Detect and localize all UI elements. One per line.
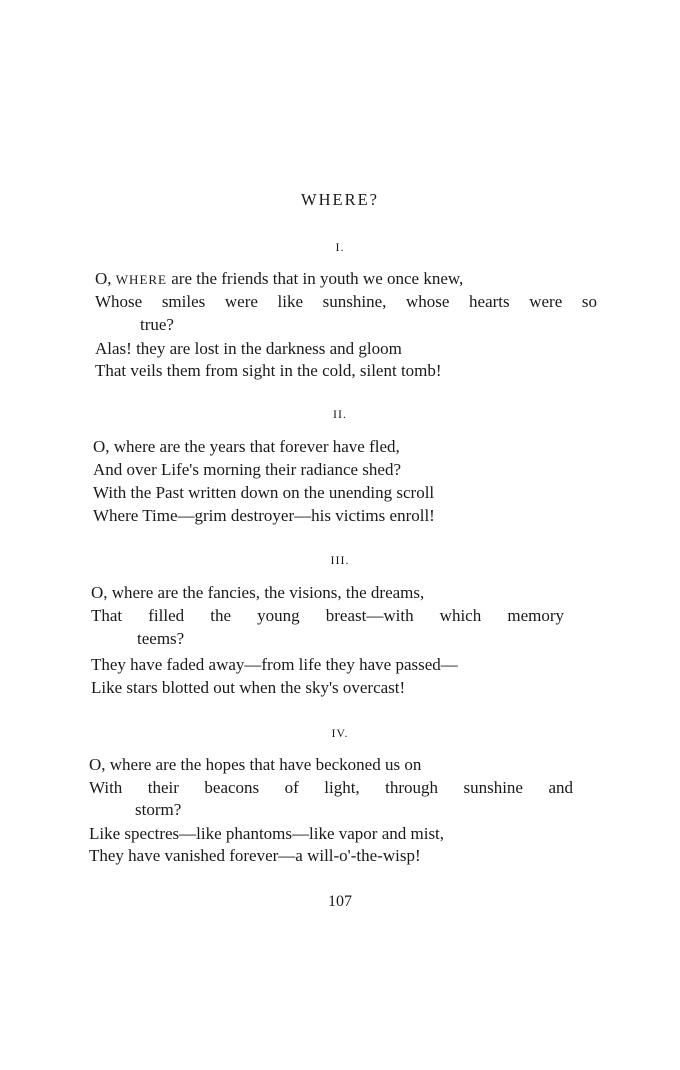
- stanza-1-line-3: true?: [140, 315, 174, 334]
- stanza-1-line-2: Whose smiles were like sunshine, whose hearts were so: [95, 292, 597, 311]
- stanza-2-line-3: With the Past written down on the unending scroll: [93, 483, 435, 502]
- stanza-3-line-3: teems?: [137, 629, 185, 648]
- stanza-4-line-3: storm?: [135, 800, 182, 819]
- stanza-4-line-4: Like spectres—like phantoms—like vapor and mist,: [89, 824, 445, 843]
- page-number: 107: [328, 893, 352, 910]
- stanza-3-line-2: That filled the young breast—with which memory: [91, 606, 564, 625]
- stanza-1-line-5: That veils them from sight in the cold, silent tomb!: [95, 361, 442, 380]
- stanza-2-line-4: Where Time—grim destroyer—his victims enroll!: [93, 506, 435, 525]
- stanza-number-1: I.: [335, 240, 345, 254]
- stanza-3-line-4: They have faded away—from life they have passed—: [91, 655, 458, 674]
- stanza-3-line-1: O, where are the fancies, the visions, the dreams,: [91, 583, 425, 602]
- poem-title: WHERE?: [301, 190, 379, 209]
- stanza-4-line-5: They have vanished forever—a will-o'-the-wisp!: [89, 846, 421, 865]
- stanza-2-line-1: O, where are the years that forever have fled,: [93, 437, 400, 456]
- stanza-4-line-1: O, where are the hopes that have beckoned us on: [89, 755, 422, 774]
- line-lead: O,: [95, 269, 116, 288]
- stanza-number-3: III.: [330, 553, 350, 567]
- stanza-4-line-2: With their beacons of light, through sunshine and: [89, 778, 573, 797]
- stanza-number-2: II.: [333, 407, 347, 421]
- stanza-number-4: IV.: [331, 726, 349, 740]
- line-smallcaps-word: WHERE: [115, 272, 167, 287]
- stanza-3-line-5: Like stars blotted out when the sky's overcast!: [91, 678, 406, 697]
- stanza-2-line-2: And over Life's morning their radiance shed?: [93, 460, 402, 479]
- stanza-1-line-4: Alas! they are lost in the darkness and gloom: [95, 339, 402, 358]
- line-rest: are the friends that in youth we once knew,: [167, 269, 464, 288]
- stanza-1-line-1: [95, 270, 463, 287]
